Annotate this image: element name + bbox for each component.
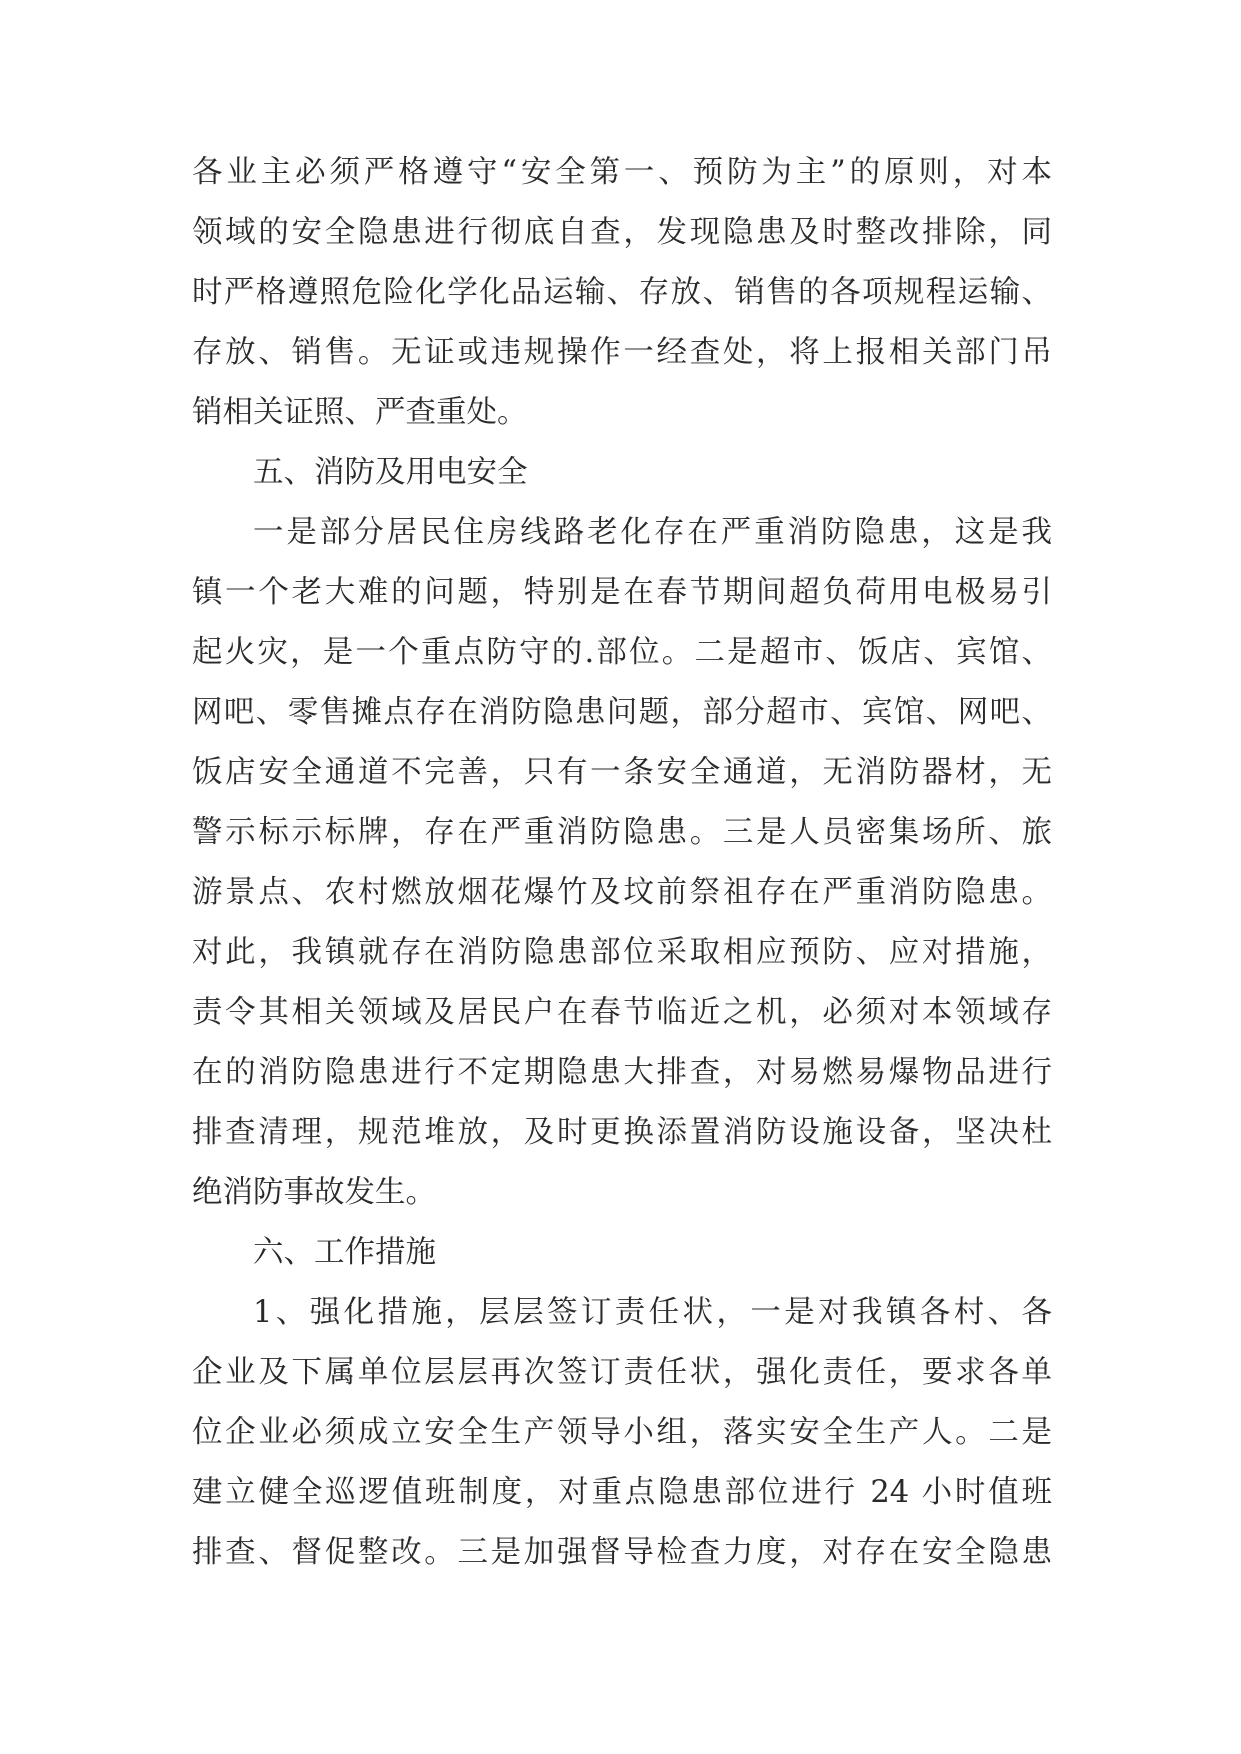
text-line: 各业主必须严格遵守“安全第一、预防为主”的原则，对本 bbox=[192, 155, 1052, 190]
text-line: 责令其相关领域及居民户在春节临近之机，必须对本领域存 bbox=[192, 995, 1052, 1030]
text-line: 存放、销售。无证或违规操作一经查处，将上报相关部门吊 bbox=[192, 335, 1052, 370]
text-line: 建立健全巡逻值班制度，对重点隐患部位进行 24 小时值班 bbox=[192, 1475, 1052, 1510]
text-line: 镇一个老大难的问题，特别是在春节期间超负荷用电极易引 bbox=[192, 575, 1052, 610]
text-line: 排查清理，规范堆放，及时更换添置消防设施设备，坚决杜 bbox=[192, 1115, 1052, 1150]
text-line: 起火灾，是一个重点防守的.部位。二是超市、饭店、宾馆、 bbox=[192, 635, 1052, 670]
text-line: 时严格遵照危险化学化品运输、存放、销售的各项规程运输、 bbox=[192, 275, 1052, 310]
text-line: 领域的安全隐患进行彻底自查，发现隐患及时整改排除，同 bbox=[192, 215, 1052, 250]
text-line: 网吧、零售摊点存在消防隐患问题，部分超市、宾馆、网吧、 bbox=[192, 695, 1052, 730]
text-line: 位企业必须成立安全生产领导小组，落实安全生产人。二是 bbox=[192, 1415, 1052, 1450]
text-line: 1、强化措施，层层签订责任状，一是对我镇各村、各 bbox=[253, 1295, 1052, 1330]
text-line: 企业及下属单位层层再次签订责任状，强化责任，要求各单 bbox=[192, 1355, 1052, 1390]
section-heading: 五、消防及用电安全 bbox=[253, 455, 528, 490]
text-line: 游景点、农村燃放烟花爆竹及坟前祭祖存在严重消防隐患。 bbox=[192, 875, 1052, 910]
text-line: 销相关证照、严查重处。 bbox=[192, 395, 528, 430]
text-line: 警示标示标牌，存在严重消防隐患。三是人员密集场所、旅 bbox=[192, 815, 1052, 850]
text-line: 在的消防隐患进行不定期隐患大排查，对易燃易爆物品进行 bbox=[192, 1055, 1052, 1090]
section-heading: 六、工作措施 bbox=[253, 1235, 436, 1270]
text-line: 对此，我镇就存在消防隐患部位采取相应预防、应对措施， bbox=[192, 935, 1052, 970]
text-line: 饭店安全通道不完善，只有一条安全通道，无消防器材，无 bbox=[192, 755, 1052, 790]
text-line: 一是部分居民住房线路老化存在严重消防隐患，这是我 bbox=[253, 515, 1052, 550]
text-line: 绝消防事故发生。 bbox=[192, 1175, 436, 1210]
text-line: 排查、督促整改。三是加强督导检查力度，对存在安全隐患 bbox=[192, 1535, 1052, 1570]
